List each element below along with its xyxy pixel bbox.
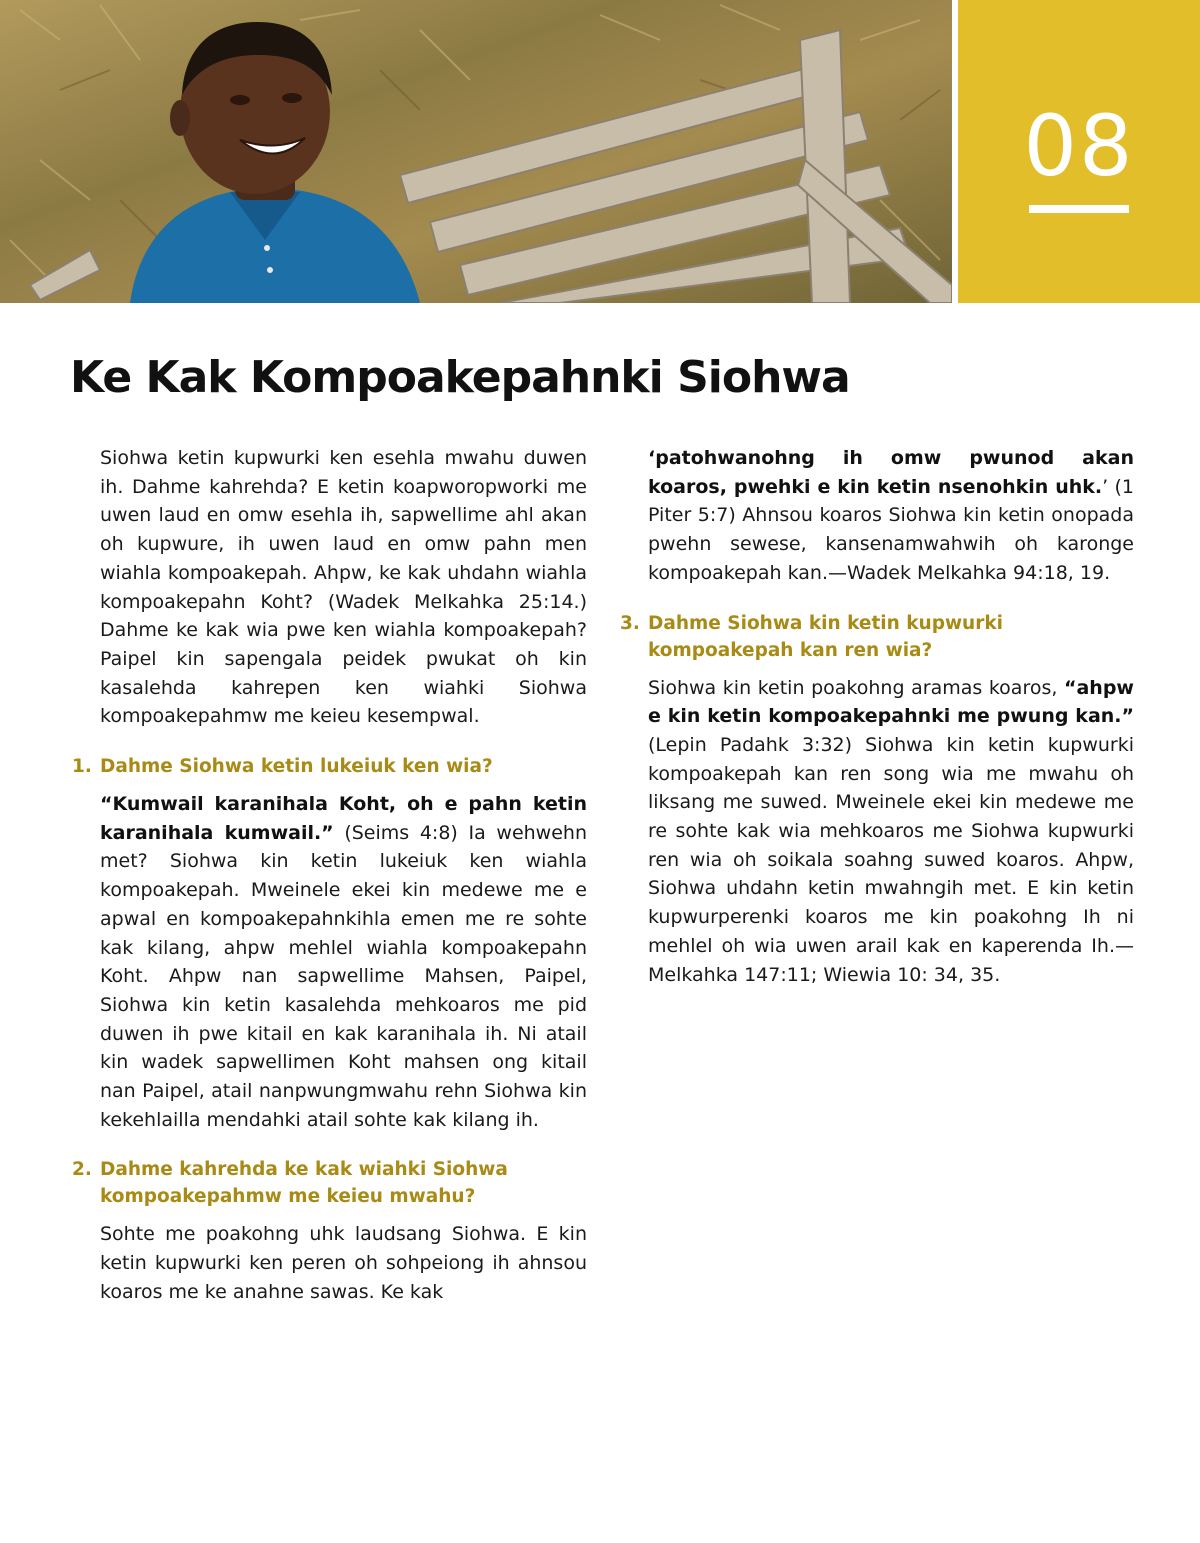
- section-3-quote: “ahpw e kin ketin kompoakepahnki me pwung kan.”: [648, 676, 1134, 728]
- section-2-number: 2.: [72, 1159, 92, 1181]
- section-2-question-text: Dahme kahrehda ke kak wiahki Siohwa kompoakepahmw me keieu mwahu?: [100, 1159, 508, 1208]
- section-3-body-end: (Lepin Padahk 3:32) Siohwa kin ketin kupwurki kompoakepah kan ren song wia me mwahu oh liksang me suwed. Mweinele ekei kin medewe me re sohte kak wia mehkoaros me Siohwa kupwurki ren wia oh soikala soahng suwed koaros. Ahpw, Siohwa uhdahn ketin mwahngih met. E kin ketin kupwurperenki koaros me kin poakohng Ih ni mehlel oh wia uwen arail kak en kaperenda Ih.—Melkahka 147:11; Wiewia 10: 34, 35.: [648, 733, 1134, 986]
- section-1-question: [72, 753, 587, 780]
- photo-illustration: [0, 0, 952, 303]
- section-1-paragraph: [72, 790, 587, 1134]
- section-1-number: 1.: [72, 756, 92, 778]
- section-3-paragraph: [620, 674, 1134, 990]
- section-3-question: [620, 610, 1134, 664]
- chapter-number: 08: [1023, 97, 1135, 195]
- header-photo: [0, 0, 952, 303]
- section-2-body-start: Sohte me poakohng uhk laudsang Siohwa. E kin ketin kupwurki ken peren oh sohpeiong ih ahnsou koaros me ke anahne sawas. Ke kak: [100, 1223, 587, 1303]
- section-3-body-start: Siohwa kin ketin poakohng aramas koaros,: [648, 676, 1064, 699]
- section-2-paragraph-start: [72, 1220, 587, 1306]
- chapter-underline: [1029, 205, 1129, 213]
- page-title: Ke Kak Kompoakepahnki Siohwa: [70, 352, 850, 403]
- section-1-question-text: Dahme Siohwa ketin lukeiuk ken wia?: [100, 756, 493, 778]
- chapter-badge: [958, 0, 1200, 303]
- section-1-quote: “Kumwail karanihala Koht, oh e pahn ketin karanihala kumwail.”: [100, 793, 587, 844]
- section-2-quote: ‘patohwanohng ih omw pwunod akan koaros, pwehki e kin ketin nsenohkin uhk.: [648, 447, 1134, 498]
- section-2-body-end: ’ (1 Piter 5:7) Ahnsou koaros Siohwa kin ketin onopada pwehn sewese, kansenamwahwih oh karonge kompoakepah kan.—Wadek Melkahka 94:18, 19.: [648, 475, 1134, 584]
- section-1-body: (Seims 4:8) Ia wehwehn met? Siohwa kin ketin lukeiuk ken wiahla kompoakepah. Mweinele ekei kin medewe me e apwal en kompoakepahnkihla emen me re sohte kak kilang, ahpw mehlel wiahla kompoakepahn Koht. Ahpw nan sapwellime Mahsen, Paipel, Siohwa kin ketin kasalehda mehkoaros me pid duwen ih pwe kitail en kak karanihala ih. Ni atail kin wadek sapwellimen Koht mahsen ong kitail nan Paipel, atail nanpwungmwahu rehn Siohwa kin kekehlailla mendahki atail sohte kak kilang ih.: [100, 821, 587, 1131]
- intro-paragraph: Siohwa ketin kupwurki ken esehla mwahu duwen ih. Dahme kahrehda? E ketin koapworopworki me uwen laud en omw esehla ih, sapwellime ahl akan oh kupwure, ih uwen laud en omw pahn men wiahla kompoakepah. Ahpw, ke kak uhdahn wiahla kompoakepahn Koht? (Wadek Melkahka 25:14.) Dahme ke kak wia pwe ken wiahla kompoakepah? Paipel kin sapengala peidek pwukat oh kin kasalehda kahrepen ken wiahki Siohwa kompoakepahmw me keieu kesempwal.: [100, 447, 587, 728]
- section-2-paragraph-continued: [620, 444, 1134, 588]
- left-column: [72, 444, 587, 1307]
- section-3-question-text: Dahme Siohwa kin ketin kupwurki kompoakepah kan ren wia?: [648, 612, 1003, 661]
- right-column: [620, 444, 1134, 989]
- section-3-number: 3.: [620, 612, 640, 634]
- section-2-question: [72, 1156, 587, 1210]
